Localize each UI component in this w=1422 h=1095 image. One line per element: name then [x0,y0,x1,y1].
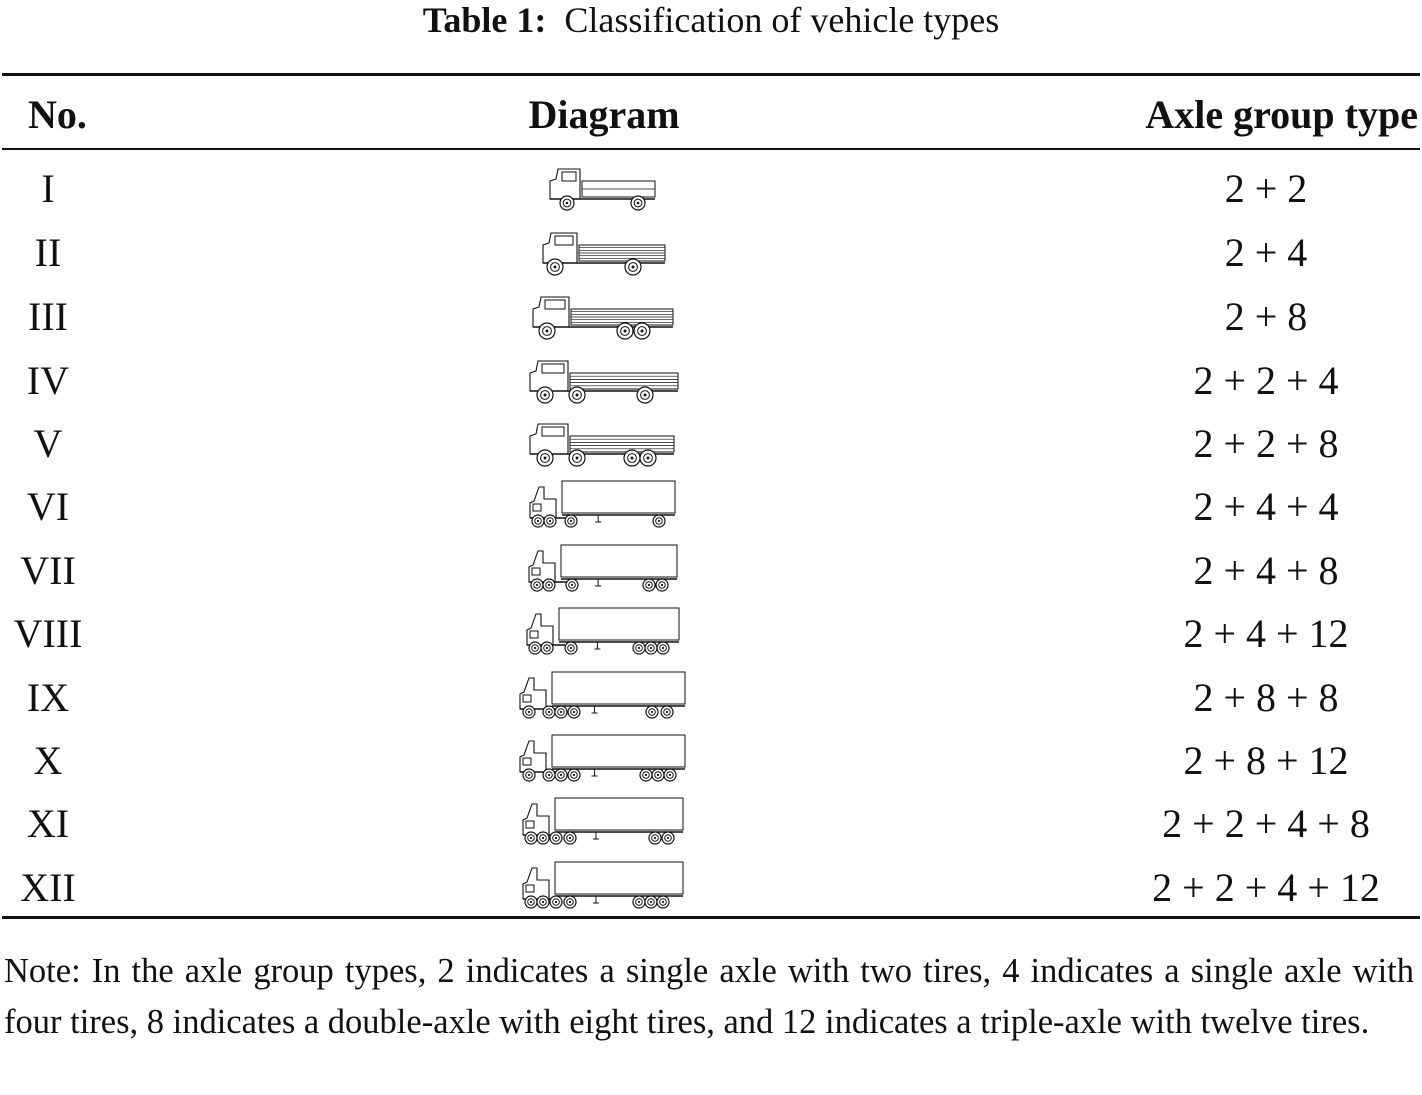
table-caption [0,0,1422,40]
vehicle-diagram-cell [505,856,705,920]
vehicle-diagram-cell [505,412,705,476]
axle-group-type: 2 + 4 + 12 [1183,611,1349,656]
semi-trailer-truck-icon [505,602,705,666]
table-row [0,221,1422,285]
vehicle-diagram-cell [505,792,705,856]
three-axle-truck-icon [505,285,705,349]
table-top-rule [2,73,1420,76]
table-row [0,475,1422,539]
semi-trailer-truck-icon [505,729,705,793]
axle-group-type: 2 + 4 + 8 [1193,548,1339,593]
table-row [0,729,1422,793]
table-row [0,412,1422,476]
vehicle-diagram-cell [505,157,705,221]
axle-group-type: 2 + 2 + 4 + 12 [1152,865,1380,910]
vehicle-diagram-cell [505,729,705,793]
table-row [0,856,1422,920]
vehicle-diagram-cell [505,285,705,349]
column-header-diagram: Diagram [528,92,680,137]
table-row [0,157,1422,221]
table-row [0,539,1422,603]
table-bottom-rule [2,916,1420,919]
semi-trailer-truck-icon [505,539,705,603]
row-number: VII [20,548,76,593]
row-number: VIII [13,611,83,656]
vehicle-diagram-cell [505,539,705,603]
three-axle-truck-icon [505,349,705,413]
row-number: XII [20,865,76,910]
semi-trailer-truck-icon [505,856,705,920]
vehicle-diagram-cell [505,221,705,285]
vehicle-diagram-cell [505,602,705,666]
row-number: X [33,738,63,783]
light-truck-icon [505,157,705,221]
four-axle-truck-icon [505,412,705,476]
axle-group-type: 2 + 2 + 4 + 8 [1162,801,1370,846]
axle-group-type: 2 + 2 + 8 [1193,421,1339,466]
axle-group-type: 2 + 4 + 4 [1193,484,1339,529]
table-row [0,666,1422,730]
axle-group-type: 2 + 8 + 12 [1183,738,1349,783]
vehicle-diagram-cell [505,475,705,539]
row-number: XI [26,801,70,846]
table-row [0,602,1422,666]
table-row [0,285,1422,349]
table-caption-text: Classification of vehicle types [564,0,1000,40]
vehicle-diagram-cell [505,666,705,730]
axle-group-type: 2 + 2 + 4 [1193,358,1339,403]
table-row [0,792,1422,856]
column-header-no: No. [28,92,87,137]
semi-trailer-truck-icon [505,792,705,856]
two-axle-truck-icon [505,221,705,285]
axle-group-type: 2 + 4 [1224,230,1308,275]
table-row [0,349,1422,413]
semi-trailer-truck-icon [505,666,705,730]
semi-trailer-truck-icon [505,475,705,539]
table-header-rule [2,148,1420,150]
table-caption-label: Table 1: [422,0,547,40]
row-number: IV [26,358,70,403]
row-number: I [41,166,55,211]
axle-group-type: 2 + 2 [1224,166,1308,211]
row-number: V [33,421,63,466]
vehicle-diagram-cell [505,349,705,413]
row-number: III [28,294,68,339]
axle-group-type: 2 + 8 + 8 [1193,675,1339,720]
row-number: IX [26,675,70,720]
row-number: VI [26,484,70,529]
row-number: II [34,230,62,275]
axle-group-type: 2 + 8 [1224,294,1308,339]
column-header-axle-group-type: Axle group type [1145,92,1418,137]
table-note: Note: In the axle group types, 2 indicates a single axle with two tires, 4 indicates a single axle with four tires, 8 indicates a double-axle with eight tires, and 12 indicates a triple-axle with twelve tires. [4,952,1414,1041]
